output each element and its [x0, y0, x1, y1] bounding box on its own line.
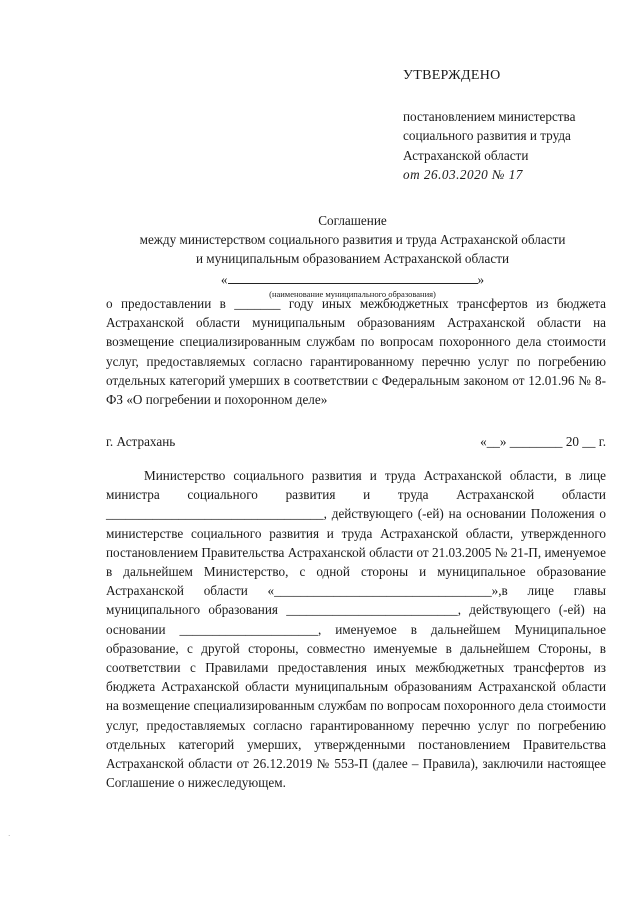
- quote-open: «: [220, 271, 228, 287]
- agreement-title: Соглашение: [318, 213, 387, 228]
- approval-line-3: Астраханской области: [403, 147, 529, 163]
- approval-title: УТВЕРЖДЕНО: [403, 68, 501, 83]
- place-of-signing: г. Астрахань: [106, 434, 176, 449]
- agreement-heading: [100, 211, 605, 300]
- quote-close: »: [477, 271, 485, 287]
- municipality-caption: (наименование муниципального образования): [269, 288, 436, 299]
- scan-mark: ·: [8, 832, 11, 840]
- agreement-subject: о предоставлении в _______ году иных межбюджетных трансфертов из бюджета Астраханской области муниципальным образованиям Астраханской области на возмещение специализированным службам по вопросам похоронного дела стоимости услуг, предоставляемых согласно гарантированному перечню услуг по погребению отдельных категорий умерших в соответствии с Федеральным законом от 12.01.96 № 8-ФЗ «О погребении и похоронном деле»: [106, 296, 606, 408]
- signing-date-blank: «__» ________ 20 __ г.: [480, 434, 606, 449]
- place-date-line: [106, 432, 606, 451]
- municipality-underline: [228, 269, 478, 284]
- approval-line-1: постановлением министерства: [403, 109, 576, 125]
- agreement-parties-line-1: между министерством социального развития и труда Астраханской области: [139, 232, 566, 248]
- approval-date-number: от 26.03.2020 № 17: [403, 166, 523, 182]
- agreement-parties-line-2: и муниципальным образованием Астраханской области: [195, 251, 510, 267]
- agreement-preamble: Министерство социального развития и труда Астраханской области, в лице министра социального развития и труда Астраханской области _________________________________, действующего (-ей) на основании Положения о министерстве социального развития и труда Астраханской области, утвержденного постановлением Правительства Астраханской области от 21.03.2005 № 21-П, именуемое в дальнейшем Министерство, с одной стороны и муниципальное образование Астраханской области «_________________________________»,в лице главы муниципального образования __________________________, действующего (-ей) на основании _____________________, именуемое в дальнейшем Муниципальное образование, с другой стороны, совместно именуемые в дальнейшем Стороны, в соответствии с Правилами предоставления иных межбюджетных трансфертов из бюджета Астраханской области муниципальным образованиям Астраханской области на возмещение специализированным службам по вопросам похоронного дела стоимости услуг, предоставляемых согласно гарантированному перечню услуг по погребению отдельных категорий умерших, утвержденными постановлением Правительства Астраханской области от 26.12.2019 № 553-П (далее – Правила), заключили настоящее Соглашение о нижеследующем.: [106, 468, 606, 791]
- municipality-name-blank: [100, 269, 605, 289]
- approval-line-2: социального развития и труда: [403, 128, 571, 144]
- approval-block: [403, 66, 623, 184]
